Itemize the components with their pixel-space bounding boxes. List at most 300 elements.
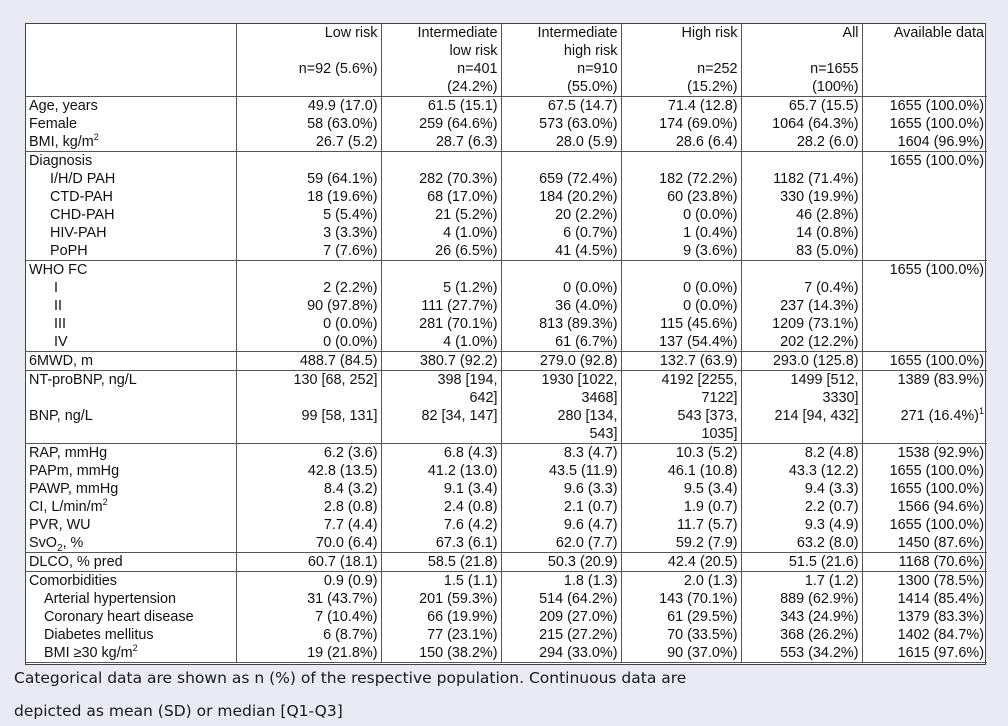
cell-value: 59.2 (7.9) — [675, 535, 738, 551]
row-label — [26, 553, 236, 572]
cell-value: 1930 [1022, — [541, 372, 618, 388]
cell-value: 42.8 (13.5) — [307, 463, 378, 479]
column-header: Intermediate — [381, 24, 501, 42]
cell-value: 8.4 (3.2) — [323, 481, 378, 497]
column-header: (24.2%) — [381, 78, 501, 97]
cell-value: 7 (7.6%) — [323, 243, 378, 259]
table-cell — [381, 498, 501, 516]
cell-value: 573 (63.0%) — [539, 116, 618, 132]
column-header: n=401 — [381, 60, 501, 78]
cell-value: 9.5 (3.4) — [683, 481, 738, 497]
table-cell — [501, 279, 621, 297]
row-label-text: Age, years — [29, 98, 98, 114]
cell-value: 150 (38.2%) — [419, 645, 498, 661]
table-cell — [236, 188, 381, 206]
cell-value: 26.7 (5.2) — [315, 134, 378, 150]
cell-value: 9.1 (3.4) — [443, 481, 498, 497]
table-cell — [862, 553, 987, 572]
column-header: (15.2%) — [621, 78, 741, 97]
table-cell — [236, 590, 381, 608]
table-cell — [621, 572, 741, 591]
table-cell — [862, 444, 987, 463]
column-header: Available data — [862, 24, 987, 42]
cell-value: 553 (34.2%) — [780, 645, 859, 661]
table-cell — [381, 170, 501, 188]
table-cell — [236, 152, 381, 171]
row-label-text: Arterial hypertension — [44, 591, 176, 607]
footnote-line-2: depicted as mean (SD) or median [Q1-Q3] — [14, 702, 343, 720]
table-cell — [501, 97, 621, 116]
table-cell — [621, 133, 741, 152]
cell-value: 6 (8.7%) — [323, 627, 378, 643]
table-cell — [741, 152, 862, 171]
header-row — [26, 60, 987, 78]
row-label — [26, 133, 236, 152]
table-cell — [741, 626, 862, 644]
cell-value: 6.2 (3.6) — [323, 445, 378, 461]
table-cell — [236, 480, 381, 498]
row-label-text: CHD-PAH — [50, 207, 115, 223]
cell-value: 1655 (100.0%) — [889, 481, 984, 497]
table-cell — [501, 371, 621, 390]
row-label — [26, 626, 236, 644]
table-cell — [862, 371, 987, 390]
table-cell — [236, 297, 381, 315]
table-cell — [381, 590, 501, 608]
table-cell — [236, 333, 381, 352]
cell-value: 46.1 (10.8) — [667, 463, 738, 479]
cell-value: 1414 (85.4%) — [897, 591, 984, 607]
table-cell — [381, 188, 501, 206]
table-cell — [862, 188, 987, 206]
cell-value: 46 (2.8%) — [796, 207, 859, 223]
table-cell — [862, 315, 987, 333]
cell-value: 1655 (100.0%) — [889, 517, 984, 533]
row-label — [26, 261, 236, 280]
table-row — [26, 261, 987, 280]
row-label — [26, 462, 236, 480]
table-cell — [862, 206, 987, 224]
cell-value: 70 (33.5%) — [667, 627, 738, 643]
table-cell — [381, 261, 501, 280]
table-row — [26, 297, 987, 315]
row-label — [26, 608, 236, 626]
cell-value: 380.7 (92.2) — [419, 353, 498, 369]
cell-value: 2.1 (0.7) — [563, 499, 618, 515]
table-cell — [621, 261, 741, 280]
cell-value: 60 (23.8%) — [667, 189, 738, 205]
cell-value: 132.7 (63.9) — [659, 353, 738, 369]
column-header — [236, 78, 381, 97]
table-row — [26, 626, 987, 644]
table-cell — [862, 261, 987, 280]
row-label — [26, 206, 236, 224]
table-cell — [501, 516, 621, 534]
table-cell — [381, 644, 501, 663]
table-cell — [741, 371, 862, 390]
row-label — [26, 516, 236, 534]
table-cell — [862, 572, 987, 591]
table-cell — [862, 590, 987, 608]
cell-value: 1538 (92.9%) — [897, 445, 984, 461]
table-cell — [501, 644, 621, 663]
cell-value: 4192 [2255, — [661, 372, 738, 388]
cell-value: 18 (19.6%) — [307, 189, 378, 205]
row-label-text: CTD-PAH — [50, 189, 113, 205]
cell-value: 26 (6.5%) — [435, 243, 498, 259]
cell-value: 7122] — [701, 390, 738, 406]
table-cell — [236, 553, 381, 572]
table-cell — [236, 279, 381, 297]
table-row — [26, 315, 987, 333]
cell-value: 0 (0.0%) — [323, 316, 378, 332]
cell-value: 68 (17.0%) — [427, 189, 498, 205]
cell-value: 31 (43.7%) — [307, 591, 378, 607]
row-label — [26, 407, 236, 425]
table-cell — [501, 626, 621, 644]
table-cell — [862, 115, 987, 133]
header-corner-cell — [26, 78, 236, 97]
table-cell — [741, 590, 862, 608]
table-cell — [621, 480, 741, 498]
cell-value: 67.3 (6.1) — [435, 535, 498, 551]
table-row — [26, 115, 987, 133]
table-row — [26, 170, 987, 188]
table-cell — [236, 97, 381, 116]
row-label — [26, 644, 236, 663]
table-cell — [621, 498, 741, 516]
row-label — [26, 590, 236, 608]
cell-value: 215 (27.2%) — [539, 627, 618, 643]
cell-value: 4 (1.0%) — [443, 334, 498, 350]
row-label-text: II — [54, 298, 62, 314]
table-row — [26, 572, 987, 591]
table-cell — [381, 224, 501, 242]
row-label — [26, 389, 236, 407]
row-label-text: WHO FC — [29, 262, 88, 278]
table-cell — [621, 152, 741, 171]
cell-value: 19 (21.8%) — [307, 645, 378, 661]
table-cell — [621, 297, 741, 315]
cell-value: 271 (16.4%) — [900, 408, 979, 424]
cell-value: 71.4 (12.8) — [667, 98, 738, 114]
table-cell — [862, 152, 987, 171]
cell-value: 66 (19.9%) — [427, 609, 498, 625]
table-cell — [621, 242, 741, 261]
table-cell — [621, 224, 741, 242]
table-cell — [862, 498, 987, 516]
table-row — [26, 608, 987, 626]
table-cell — [501, 170, 621, 188]
cell-value: 70.0 (6.4) — [315, 535, 378, 551]
table-cell — [621, 97, 741, 116]
table-row — [26, 498, 987, 516]
table-row — [26, 206, 987, 224]
cell-value: 813 (89.3%) — [539, 316, 618, 332]
table-cell — [741, 352, 862, 371]
table-cell — [862, 279, 987, 297]
cell-value: 279.0 (92.8) — [539, 353, 618, 369]
table-cell — [501, 590, 621, 608]
table-cell — [381, 242, 501, 261]
cell-value: 11.7 (5.7) — [676, 517, 738, 533]
table-cell — [501, 534, 621, 553]
table-cell — [741, 224, 862, 242]
table-cell — [741, 444, 862, 463]
table-cell — [862, 389, 987, 407]
table-cell — [381, 480, 501, 498]
row-label — [26, 224, 236, 242]
table-cell — [621, 444, 741, 463]
table-cell — [621, 590, 741, 608]
cell-value: 8.3 (4.7) — [563, 445, 618, 461]
table-cell — [621, 115, 741, 133]
row-label — [26, 498, 236, 516]
cell-value: 83 (5.0%) — [796, 243, 859, 259]
row-label-superscript: 2 — [93, 133, 99, 143]
cell-value: 61 (29.5%) — [667, 609, 738, 625]
table-cell — [236, 261, 381, 280]
table-cell — [381, 534, 501, 553]
cell-value: 174 (69.0%) — [659, 116, 738, 132]
column-header — [862, 60, 987, 78]
table-cell — [236, 315, 381, 333]
table-cell — [501, 389, 621, 407]
cell-value: 21 (5.2%) — [435, 207, 498, 223]
table-row — [26, 152, 987, 171]
table-cell — [501, 572, 621, 591]
table-cell — [741, 206, 862, 224]
table-cell — [381, 206, 501, 224]
column-header: n=1655 — [741, 60, 862, 78]
table-cell — [236, 242, 381, 261]
row-label — [26, 352, 236, 371]
cell-value: 58 (63.0%) — [307, 116, 378, 132]
cell-value: 0 (0.0%) — [563, 280, 618, 296]
header-corner-cell — [26, 60, 236, 78]
table-cell — [741, 170, 862, 188]
table-cell — [236, 133, 381, 152]
table-cell — [621, 315, 741, 333]
table-cell — [862, 626, 987, 644]
row-label — [26, 371, 236, 390]
table-row — [26, 333, 987, 352]
cell-value: 2 (2.2%) — [323, 280, 378, 296]
cell-value: 3 (3.3%) — [323, 225, 378, 241]
row-label-text: IV — [54, 334, 68, 350]
table-cell — [236, 462, 381, 480]
cell-value: 61.5 (15.1) — [427, 98, 498, 114]
row-label-text: PoPH — [50, 243, 88, 259]
cell-value: 5 (1.2%) — [443, 280, 498, 296]
table-cell — [236, 389, 381, 407]
cell-value: 77 (23.1%) — [427, 627, 498, 643]
table-cell — [501, 152, 621, 171]
cell-value: 488.7 (84.5) — [299, 353, 378, 369]
cell-value: 62.0 (7.7) — [555, 535, 618, 551]
table-cell — [862, 224, 987, 242]
table-cell — [236, 224, 381, 242]
cell-value: 43.5 (11.9) — [548, 463, 618, 479]
row-label-subscript: 2 — [57, 542, 63, 553]
cell-value: 111 (27.7%) — [421, 298, 498, 314]
cell-value: 3330] — [822, 390, 859, 406]
cell-value: 201 (59.3%) — [419, 591, 498, 607]
cell-value: 6.8 (4.3) — [443, 445, 498, 461]
table-cell — [621, 425, 741, 444]
row-label — [26, 425, 236, 444]
table-row — [26, 480, 987, 498]
cell-value: 115 (45.6%) — [660, 316, 738, 332]
row-label-text: BMI, kg/m — [29, 134, 94, 150]
row-label-text: Diagnosis — [29, 153, 93, 169]
table-cell — [862, 242, 987, 261]
cell-value: 280 [134, — [557, 408, 618, 424]
cell-value: 90 (97.8%) — [307, 298, 378, 314]
cell-value: 1064 (64.3%) — [772, 116, 859, 132]
table-cell — [236, 371, 381, 390]
row-label-text: PAPm, mmHg — [29, 463, 120, 479]
cell-value: 28.2 (6.0) — [796, 134, 859, 150]
row-label-text: HIV-PAH — [50, 225, 107, 241]
table-cell — [501, 242, 621, 261]
table-cell — [381, 389, 501, 407]
table-cell — [501, 133, 621, 152]
table-cell — [862, 516, 987, 534]
table-cell — [381, 626, 501, 644]
table-cell — [501, 333, 621, 352]
table-cell — [621, 333, 741, 352]
table-cell — [501, 608, 621, 626]
table-cell — [501, 498, 621, 516]
row-label — [26, 297, 236, 315]
row-label-superscript: 2 — [132, 644, 138, 654]
cell-value: 9 (3.6%) — [683, 243, 738, 259]
row-label-text: I — [54, 280, 58, 296]
row-label — [26, 170, 236, 188]
cell-value: 0 (0.0%) — [683, 298, 738, 314]
cell-value: 43.3 (12.2) — [788, 463, 859, 479]
table-row — [26, 224, 987, 242]
cell-value: 7 (10.4%) — [315, 609, 378, 625]
row-label-text: Diabetes mellitus — [44, 627, 154, 643]
table-cell — [621, 371, 741, 390]
column-header: low risk — [381, 42, 501, 60]
row-label-superscript: 2 — [102, 498, 108, 508]
cell-value: 514 (64.2%) — [539, 591, 618, 607]
cell-value: 2.0 (1.3) — [683, 573, 738, 589]
cell-value: 293.0 (125.8) — [772, 353, 859, 369]
table-cell — [236, 444, 381, 463]
cell-value: 50.3 (20.9) — [547, 554, 618, 570]
table-cell — [862, 133, 987, 152]
cell-value: 259 (64.6%) — [419, 116, 498, 132]
table-cell — [741, 644, 862, 663]
table-cell — [621, 462, 741, 480]
row-label — [26, 242, 236, 261]
cell-value: 63.2 (8.0) — [796, 535, 859, 551]
table-cell — [621, 170, 741, 188]
cell-value: 1615 (97.6%) — [897, 645, 984, 661]
cell-value: 60.7 (18.1) — [307, 554, 378, 570]
table-cell — [381, 297, 501, 315]
table-cell — [862, 407, 987, 425]
header-row — [26, 78, 987, 97]
footnote-line-1: Categorical data are shown as n (%) of the respective population. Continuous data are — [14, 669, 687, 687]
cell-value: 7.6 (4.2) — [443, 517, 498, 533]
table-cell — [862, 462, 987, 480]
row-label-text: Female — [29, 116, 77, 132]
column-header: (55.0%) — [501, 78, 621, 97]
cell-value: 1168 (70.6%) — [898, 554, 984, 570]
table-cell — [236, 206, 381, 224]
row-label-text: I/H/D PAH — [50, 171, 116, 187]
cell-value: 28.6 (6.4) — [675, 134, 738, 150]
column-header: n=92 (5.6%) — [236, 60, 381, 78]
cell-value: 28.0 (5.9) — [555, 134, 618, 150]
cell-value: 28.7 (6.3) — [435, 134, 498, 150]
table-cell — [381, 425, 501, 444]
table-row — [26, 516, 987, 534]
cell-value: 1.8 (1.3) — [563, 573, 618, 589]
table-cell — [741, 462, 862, 480]
column-header — [862, 42, 987, 60]
table-cell — [621, 407, 741, 425]
row-label — [26, 115, 236, 133]
cell-value: 143 (70.1%) — [659, 591, 738, 607]
table-cell — [381, 333, 501, 352]
row-label-text: BNP, ng/L — [29, 408, 93, 424]
cell-value: 1566 (94.6%) — [897, 499, 984, 515]
row-label-text: NT-proBNP, ng/L — [29, 372, 137, 388]
row-label — [26, 333, 236, 352]
cell-value: 99 [58, 131] — [301, 408, 378, 424]
cell-value: 7 (0.4%) — [804, 280, 859, 296]
table-cell — [501, 297, 621, 315]
cell-value: 1389 (83.9%) — [897, 372, 984, 388]
cell-value: 6 (0.7%) — [563, 225, 618, 241]
table-cell — [236, 534, 381, 553]
table-cell — [236, 425, 381, 444]
table-cell — [621, 553, 741, 572]
table-cell — [862, 97, 987, 116]
cell-value: 1300 (78.5%) — [897, 573, 984, 589]
baseline-characteristics-table — [25, 23, 986, 665]
cell-value: 368 (26.2%) — [780, 627, 859, 643]
table-cell — [621, 534, 741, 553]
cell-value: 2.2 (0.7) — [804, 499, 859, 515]
table-cell — [741, 115, 862, 133]
table-cell — [381, 608, 501, 626]
cell-value: 59 (64.1%) — [307, 171, 378, 187]
table-cell — [381, 371, 501, 390]
cell-value: 184 (20.2%) — [539, 189, 618, 205]
table-cell — [236, 572, 381, 591]
table-cell — [862, 170, 987, 188]
header-row — [26, 24, 987, 42]
cell-value: 642] — [469, 390, 498, 406]
table-cell — [741, 572, 862, 591]
cell-value: 5 (5.4%) — [323, 207, 378, 223]
table-cell — [741, 261, 862, 280]
cell-value: 1604 (96.9%) — [897, 134, 984, 150]
cell-value: 41.2 (13.0) — [427, 463, 498, 479]
cell-value: 282 (70.3%) — [419, 171, 498, 187]
cell-value: 1450 (87.6%) — [897, 535, 984, 551]
table-cell — [501, 206, 621, 224]
column-header — [741, 42, 862, 60]
table-row — [26, 389, 987, 407]
